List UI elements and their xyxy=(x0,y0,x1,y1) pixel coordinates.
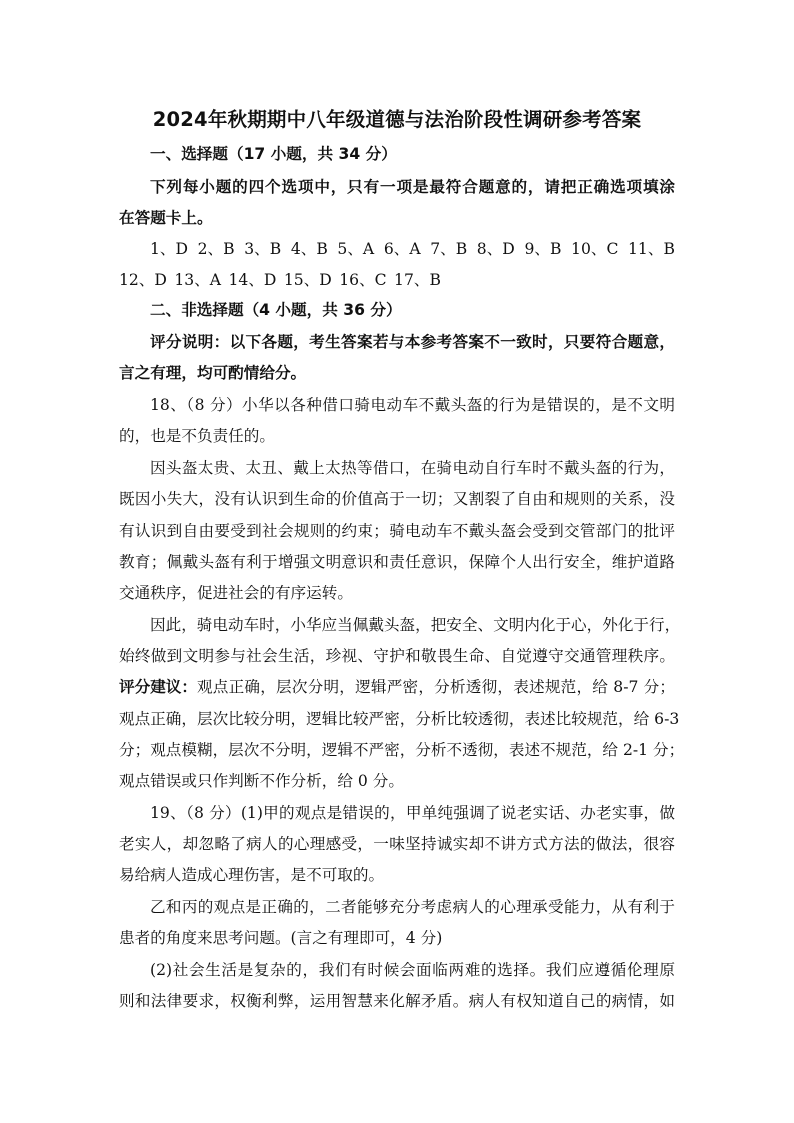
answer-item: 10、C xyxy=(571,240,619,258)
section2-note-line: 评分说明：以下各题，考生答案若与本参考答案不一致时，只要符合题意， xyxy=(150,333,675,351)
answer-item: 13、A xyxy=(174,271,222,289)
answer-item: 11、B xyxy=(628,240,675,258)
q19-text-line: 老实人，却忽略了病人的心理感受，一味坚持诚实却不讲方式方法的做法，很容 xyxy=(119,835,675,853)
answers-row-2 xyxy=(119,270,441,290)
section2-note-line: 言之有理，均可酌情给分。 xyxy=(119,364,307,382)
q19-text-line: (2)社会生活是复杂的，我们有时候会面临两难的选择。我们应遵循伦理原 xyxy=(150,961,675,979)
answer-item: 8、D xyxy=(476,240,515,258)
page-title: 2024年秋期期中八年级道德与法治阶段性调研参考答案 xyxy=(152,108,642,131)
answer-item: 12、D xyxy=(119,271,167,289)
q19-text-line: 乙和丙的观点是正确的，二者能够充分考虑病人的心理承受能力，从有利于 xyxy=(150,898,675,916)
answer-item: 14、D xyxy=(228,271,277,289)
section1-instruction-line: 在答题卡上。 xyxy=(119,209,213,227)
answer-item: 3、B xyxy=(244,240,282,258)
q18-text-line: 因此，骑电动车时，小华应当佩戴头盔，把安全、文明内化于心，外化于行， xyxy=(150,616,681,634)
q19-text-line: 患者的角度来思考问题。(言之有理即可，4 分) xyxy=(119,929,443,947)
scoring-first-line xyxy=(119,677,675,697)
section1-heading: 一、选择题（17 小题，共 34 分） xyxy=(150,145,397,163)
q19-text-line: 19、（8 分）(1)甲的观点是错误的，甲单纯强调了说老实话、办老实事，做 xyxy=(150,804,675,822)
q18-text-line: 既因小失大，没有认识到生命的价值高于一切；又割裂了自由和规则的关系，没 xyxy=(119,490,675,508)
section1-instruction-line: 下列每小题的四个选项中，只有一项是最符合题意的，请把正确选项填涂 xyxy=(150,178,675,196)
answer-item: 6、A xyxy=(383,240,421,258)
answer-item: 2、B xyxy=(197,240,235,258)
q18-text-line: 因头盔太贵、太丑、戴上太热等借口，在骑电动自行车时不戴头盔的行为， xyxy=(150,459,675,477)
answer-item: 9、B xyxy=(524,240,562,258)
answer-item: 5、A xyxy=(337,240,375,258)
answers-row-1 xyxy=(150,239,675,259)
q19-text-line: 则和法律要求，权衡利弊，运用智慧来化解矛盾。病人有权知道自己的病情，如 xyxy=(119,992,675,1010)
scoring-label: 评分建议： xyxy=(119,678,197,696)
scoring-text: 观点正确，层次分明，逻辑严密，分析透彻，表述规范，给 8-7 分； xyxy=(196,678,675,696)
q18-text-line: 交通秩序，促进社会的有序运转。 xyxy=(119,584,353,602)
scoring-text-line: 分；观点模糊，层次不分明，逻辑不严密，分析不透彻，表述不规范，给 2-1 分； xyxy=(119,741,685,759)
answer-item: 17、B xyxy=(394,271,441,289)
q18-text-line: 始终做到文明参与社会生活，珍视、守护和敬畏生命、自觉遵守交通管理秩序。 xyxy=(119,647,675,665)
answer-item: 4、B xyxy=(290,240,328,258)
q19-text-line: 易给病人造成心理伤害，是不可取的。 xyxy=(119,866,385,884)
answer-item: 1、D xyxy=(150,240,189,258)
q18-text-line: 的，也是不负责任的。 xyxy=(119,427,275,445)
answer-item: 16、C xyxy=(339,271,387,289)
scoring-text-line: 观点正确，层次比较分明，逻辑比较严密，分析比较透彻，表述比较规范，给 6-3 xyxy=(119,710,680,728)
q18-text-line: 18、（8 分）小华以各种借口骑电动车不戴头盔的行为是错误的，是不文明 xyxy=(150,396,675,414)
q18-text-line: 教育；佩戴头盔有利于增强文明意识和责任意识，保障个人出行安全，维护道路 xyxy=(119,553,675,571)
answer-item: 15、D xyxy=(283,271,332,289)
scoring-text-line: 观点错误或只作判断不作分析，给 0 分。 xyxy=(119,772,404,790)
answer-item: 7、B xyxy=(430,240,468,258)
section2-heading: 二、非选择题（4 小题，共 36 分） xyxy=(150,301,402,319)
q18-text-line: 有认识到自由要受到社会规则的约束；骑电动车不戴头盔会受到交管部门的批评 xyxy=(119,522,675,540)
